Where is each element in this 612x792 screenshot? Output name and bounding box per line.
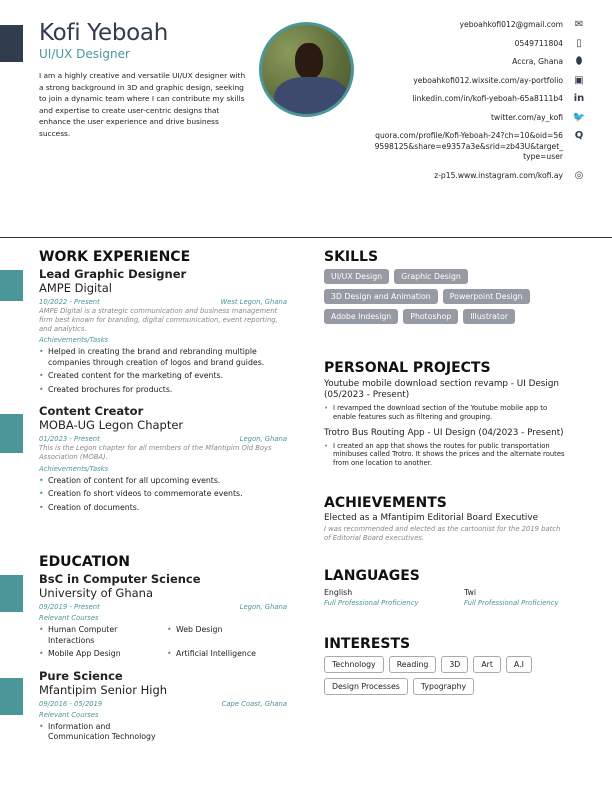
interest-tag: Reading [389,656,437,673]
website-icon: ▣ [574,74,584,86]
contact-quora[interactable]: quora.com/profile/Kofi-Yeboah-24?ch=10&oid=569598125&share=e9357a3e&srid=zb43U&target_type=user Q [266,131,586,163]
instagram-icon: ◎ [574,169,584,181]
achievement-title: Elected as a Mfantipim Editorial Board Executive [324,513,538,523]
location-icon: ⬮ [575,56,583,67]
header-accent-block [0,25,23,62]
course-item: • Web Design [167,625,287,646]
course-item: • Human Computer Interactions [39,625,159,646]
phone-icon: ▯ [576,37,582,49]
section-title: EDUCATION [39,554,130,570]
education-accent-block [0,678,23,715]
contact-twitter[interactable]: twitter.com/ay_kofi 🐦 [490,111,586,123]
skill-tag: Illustrator [463,309,515,324]
task-item: • Creation of documents. [39,503,287,514]
language-item: Twi Full Professional Proficiency [464,588,559,607]
section-title: PERSONAL PROJECTS [324,360,491,376]
candidate-role: UI/UX Designer [39,47,130,61]
section-title: LANGUAGES [324,568,420,584]
course-item: • Artificial Intelligence [167,649,287,660]
summary: I am a highly creative and versatile UI/UX designer with a strong background in 3D and graphic design, seeking to join a dynamic team where I can contribute my skills and expertise to create user-centric designs that enhance the user experience and drive business success. [39,71,246,138]
contact-list [266,20,586,189]
header-divider [0,237,612,238]
interest-tag: Technology [324,656,384,673]
job-entry: Lead Graphic Designer AMPE Digital 10/2022 - Present West Legon, Ghana AMPE Digital is a strategic communication and business management firm best known for branding, digital communication, event reporting, and analytics. Achievements/Tasks • Helped in creating the brand and rebranding multiple companies through creation of logos and brand guides. • Created content for the marketing of events. • Created brochures for products. [39,267,287,395]
section-title: SKILLS [324,249,379,265]
quora-icon: Q [574,130,584,141]
interest-tag: Typography [413,678,474,695]
project-title: Youtube mobile download section revamp - UI Design (05/2023 - Present) [324,379,559,400]
skill-tag: Adobe Indesign [324,309,398,324]
contact-website[interactable]: yeboahkofi012.wixsite.com/ay-portfolio ▣ [266,76,586,87]
job-accent-block [0,270,23,301]
interest-tag: Art [473,656,501,673]
linkedin-icon: in [573,93,585,104]
skill-tag: Photoshop [403,309,458,324]
project-desc: • I revamped the download section of the Youtube mobile app to enable features such as filtering and grouping. [324,404,568,422]
education-section [39,554,287,743]
section-title: ACHIEVEMENTS [324,495,447,511]
task-item: • Helped in creating the brand and rebranding multiple companies through creation of logos and brand guides. [39,347,287,368]
achievement-desc: I was recommended and elected as the cartoonist for the 2019 batch of Editorial Board executives. [324,525,561,542]
skill-tag: Graphic Design [394,269,468,284]
course-item: • Information and Communication Technology [39,722,159,743]
candidate-name: Kofi Yeboah [39,20,168,46]
task-item: • Creation of content for all upcoming events. [39,476,287,487]
languages-section [324,568,568,607]
interests-section [324,636,568,695]
task-item: • Created content for the marketing of events. [39,371,287,382]
interest-tag: Design Processes [324,678,408,695]
contact-instagram[interactable]: z-p15.www.instagram.com/kofi.ay ◎ [266,171,586,182]
education-entry: BsC in Computer Science University of Ghana 09/2019 - Present Legon, Ghana Relevant Courses • Human Computer Interactions • Web Design • Mobile App Design • Artificial Intelligence [39,572,287,660]
project-desc: • I created an app that shows the routes for public transportation minibuses called Trotro. It shows the prices and the alternate routes from one location to another. [324,442,568,468]
section-title: WORK EXPERIENCE [39,249,191,265]
course-item: • Mobile App Design [39,649,159,660]
contact-email[interactable]: yeboahkofi012@gmail.com ✉ [266,20,586,31]
skill-tag: UI/UX Design [324,269,389,284]
contact-linkedin[interactable]: linkedin.com/in/kofi-yeboah-65a8111b4 in [412,93,585,104]
achievements-section [324,495,568,543]
contact-location: Accra, Ghana ⬮ [266,57,586,68]
education-entry: Pure Science Mfantipim Senior High 09/2016 - 05/2019 Cape Coast, Ghana Relevant Courses • Information and Communication Technology [39,669,287,743]
job-accent-block [0,414,23,453]
task-item: • Created brochures for products. [39,385,287,396]
contact-phone[interactable]: 0549711804 ▯ [266,39,586,50]
job-entry: Content Creator MOBA-UG Legon Chapter 01/2023 - Present Legon, Ghana This is the Legon chapter for all members of the Mfantipim Old Boys Association (MOBA). Achievements/Tasks • Creation of content for all upcoming events. • Creation fo short videos to commemorate events. • Creation of documents. [39,404,287,513]
skill-tag: 3D Design and Animation [324,289,438,304]
section-title: INTERESTS [324,636,411,652]
education-accent-block [0,575,23,612]
task-item: • Creation fo short videos to commemorate events. [39,489,287,500]
email-icon: ✉ [574,19,584,30]
work-experience-section [39,249,287,513]
twitter-icon: 🐦 [572,111,586,123]
skill-tag: Powerpoint Design [443,289,530,304]
language-item: English Full Professional Proficiency [324,588,419,607]
interest-tag: A.I [506,656,532,673]
skills-section [324,249,568,324]
project-title: Trotro Bus Routing App - UI Design (04/2023 - Present) [324,427,564,438]
projects-section [324,360,568,468]
interest-tag: 3D [441,656,468,673]
